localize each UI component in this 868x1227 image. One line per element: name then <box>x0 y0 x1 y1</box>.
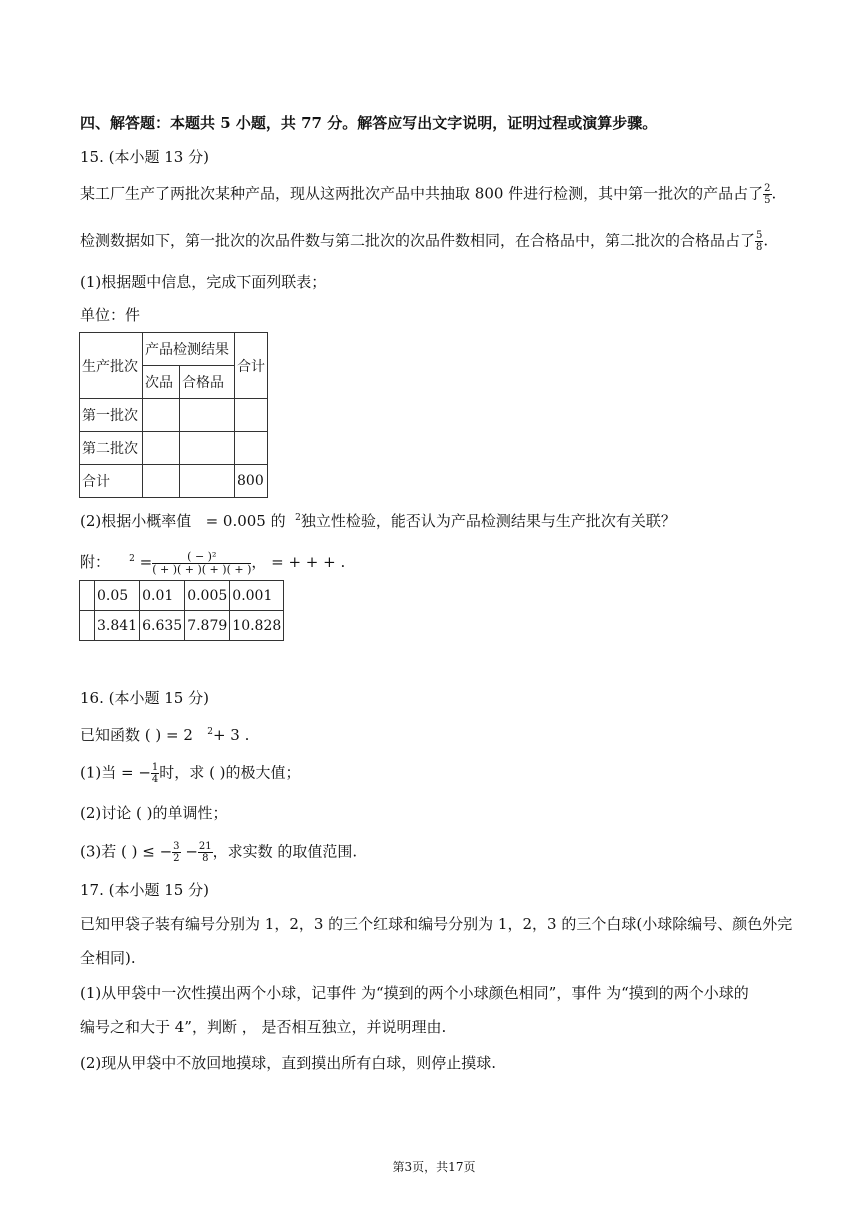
row-label-batch1: 第一批次 <box>80 399 143 432</box>
header-batch: 生产批次 <box>80 333 143 399</box>
q17-part1-line2: 编号之和大于 4”，判断 ， 是否相互独立，并说明理由. <box>80 1018 447 1036</box>
table-cell <box>143 465 180 498</box>
q15-unit: 单位：件 <box>80 306 141 324</box>
q15-stem-line2: 检测数据如下，第一批次的次品件数与第二批次的次品件数相同，在合格品中，第二批次的合格品占了 $\frac{5}{8}$ . <box>80 230 769 253</box>
chi-square-formula: $\frac{\text{( − )²}}{( + )( + )( + )( + )}$ <box>152 549 252 576</box>
fraction-two-fifths: $\frac{2}{5}$ <box>764 183 771 206</box>
x-cell: 3.841 <box>95 611 140 641</box>
table-cell <box>235 399 268 432</box>
fraction-twentyone-eighths: $\frac{21}{8}$ <box>198 841 212 864</box>
table-cell <box>80 611 95 641</box>
section-heading: 四、解答题：本题共 5 小题，共 77 分。解答应写出文字说明，证明过程或演算步骤。 <box>80 114 658 132</box>
header-defective: 次品 <box>143 366 180 399</box>
q17-part1-line1: (1)从甲袋中一次性摸出两个小球，记事件 为“摸到的两个小球颜色相同”，事件 为“摸到的两个小球的 <box>80 984 749 1002</box>
q17-stem-line1: 已知甲袋子装有编号分别为 1，2，3 的三个红球和编号分别为 1，2，3 的三个白球(小球除编号、颜色外完 <box>80 915 793 933</box>
q16-part2: (2)讨论 ( )的单调性； <box>80 804 228 822</box>
header-total: 合计 <box>235 333 268 399</box>
fraction-one-quarter: $\frac{1}{4}$ <box>151 762 159 785</box>
q16-part3: (3)若 ( ) ≤ − $\frac{3}{2}$ − $\frac{21}{8}$ ，求实数 的取值范围. <box>80 841 358 864</box>
table-cell <box>143 432 180 465</box>
header-qualified: 合格品 <box>180 366 235 399</box>
grand-total-cell: 800 <box>235 465 268 498</box>
q17-header: 17. (本小题 15 分) <box>80 881 209 899</box>
row-label-total: 合计 <box>80 465 143 498</box>
q17-stem-line2: 全相同). <box>80 949 136 967</box>
table-cell <box>180 465 235 498</box>
row-label-batch2: 第二批次 <box>80 432 143 465</box>
alpha-cell: 0.01 <box>140 581 185 611</box>
table-cell <box>80 581 95 611</box>
q15-part1: (1)根据题中信息，完成下面列联表； <box>80 273 327 291</box>
q15-stem-line1-text: 某工厂生产了两批次某种产品，现从这两批次产品中共抽取 800 件进行检测，其中第一批次的产品占了 <box>80 184 764 203</box>
x-cell: 10.828 <box>230 611 284 641</box>
q16-header: 16. (本小题 15 分) <box>80 689 209 707</box>
x-cell: 7.879 <box>185 611 230 641</box>
page-footer: 第3页，共17页 <box>392 1160 476 1174</box>
table-cell <box>143 399 180 432</box>
q16-part1: (1)当 = − $\frac{1}{4}$ 时，求 ( )的极大值； <box>80 762 301 785</box>
contingency-table <box>79 332 268 498</box>
q17-part2: (2)现从甲袋中不放回地摸球，直到摸出所有白球，则停止摸球. <box>80 1054 497 1072</box>
q16-function: 已知函数 ( ) = 2 $^2$+ 3 . <box>80 726 250 744</box>
table-cell <box>180 432 235 465</box>
alpha-cell: 0.001 <box>230 581 284 611</box>
appendix-label: 附： <box>80 553 111 571</box>
header-result: 产品检测结果 <box>143 333 235 366</box>
fraction-three-halves: $\frac{3}{2}$ <box>173 841 180 864</box>
q15-part2: (2)根据小概率值 = 0.005 的 $^2$独立性检验，能否认为产品检测结果与生产批次有关联？ <box>80 512 676 530</box>
q15-header: 15. (本小题 13 分) <box>80 148 209 166</box>
critical-value-table <box>79 580 284 641</box>
appendix-formula: 附： $^2$ = $\frac{\text{( − )²}}{( + )( + )( + )( + )}$ ， = + + + . <box>80 549 346 576</box>
q15-stem-line1: 某工厂生产了两批次某种产品，现从这两批次产品中共抽取 800 件进行检测，其中第一批次的产品占了 $\frac{2}{5}$ . <box>80 183 777 206</box>
x-cell: 6.635 <box>140 611 185 641</box>
alpha-cell: 0.05 <box>95 581 140 611</box>
fraction-five-eighths: $\frac{5}{8}$ <box>756 230 763 253</box>
alpha-cell: 0.005 <box>185 581 230 611</box>
table-cell <box>180 399 235 432</box>
q15-stem-line2-text: 检测数据如下，第一批次的次品件数与第二批次的次品件数相同，在合格品中，第二批次的合格品占了 <box>80 231 756 250</box>
table-cell <box>235 432 268 465</box>
